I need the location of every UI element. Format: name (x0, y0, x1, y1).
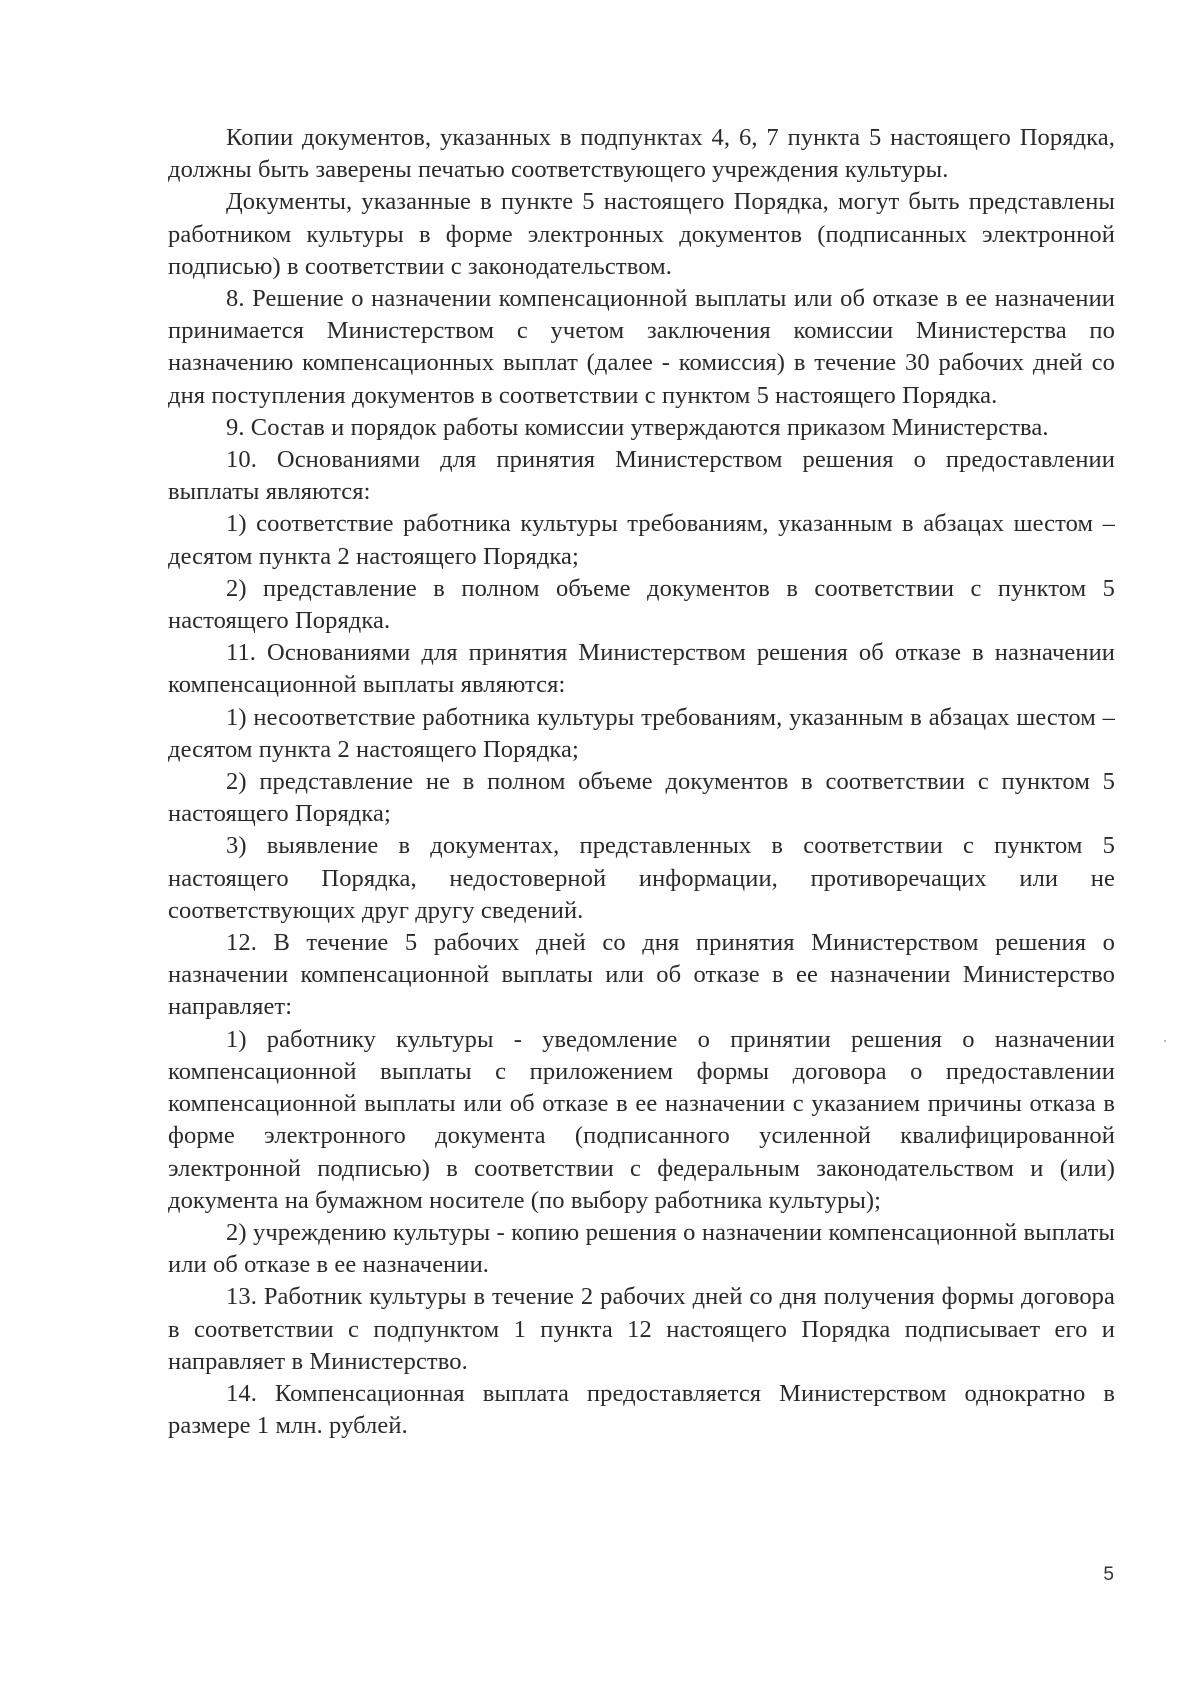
paragraph-item-10: 10. Основаниями для принятия Министерством решения о предоставлении выплаты являются: (168, 446, 1115, 506)
paragraph-item-13: 13. Работник культуры в течение 2 рабочих дней со дня получения формы договора в соответствии с подпунктом 1 пункта 12 настоящего Порядка подписывает его и направляет в Министерство. (168, 1283, 1115, 1375)
paragraph-item-12-sub-2: 2) учреждению культуры - копию решения о назначении компенсационной выплаты или об отказе в ее назначении. (168, 1218, 1115, 1279)
paragraph-item-11: 11. Основаниями для принятия Министерством решения об отказе в назначении компенсационной выплаты являются: (168, 639, 1115, 699)
paragraph-item-12-sub-1: 1) работнику культуры - уведомление о принятии решения о назначении компенсационной выплаты с приложением формы договора о предоставлении компенсационной выплаты или об отказе в ее назначении с указанием причины отказа в форме электронного документа (подписанного усиленной квалифицированной электронной подписью) в соответствии с федеральным законодательством и (или) документа на бумажном носителе (по выбору работника культуры); (168, 1025, 1115, 1214)
paragraph-item-12: 12. В течение 5 рабочих дней со дня принятия Министерством решения о назначении компенсационной выплаты или об отказе в ее назначении Министерство направляет: (168, 929, 1115, 1021)
paragraph-item-10-sub-1: 1) соответствие работника культуры требованиям, указанным в абзацах шестом – десятом пункта 2 настоящего Порядка; (168, 510, 1115, 570)
paragraph-item-11-sub-3: 3) выявление в документах, представленных в соответствии с пунктом 5 настоящего Порядка, недостоверной информации, противоречащих или не соответствующих друг другу сведений. (168, 832, 1115, 924)
document-body (168, 122, 1115, 1442)
paragraph-item-10-sub-2: 2) представление в полном объеме документов в соответствии с пунктом 5 настоящего Порядка. (168, 574, 1115, 635)
scan-artifact (1164, 1040, 1166, 1042)
paragraph-document-copies: Копии документов, указанных в подпунктах 4, 6, 7 пункта 5 настоящего Порядка, должны быть заверены печатью соответствующего учреждения культуры. (168, 124, 1115, 184)
paragraph-item-11-sub-1: 1) несоответствие работника культуры требованиям, указанным в абзацах шестом – десятом пункта 2 настоящего Порядка; (168, 703, 1115, 763)
paragraph-item-11-sub-2: 2) представление не в полном объеме документов в соответствии с пунктом 5 настоящего Порядка; (168, 768, 1115, 828)
paragraph-item-14: 14. Компенсационная выплата предоставляется Министерством однократно в размере 1 млн. рублей. (168, 1379, 1115, 1440)
paragraph-item-9: 9. Состав и порядок работы комиссии утверждаются приказом Министерства. (226, 413, 1049, 441)
page-number: 5 (1103, 1564, 1114, 1585)
paragraph-electronic-documents: Документы, указанные в пункте 5 настоящего Порядка, могут быть представлены работником культуры в форме электронных документов (подписанных электронной подписью) в соответствии с законодательством. (168, 188, 1115, 280)
paragraph-item-8: 8. Решение о назначении компенсационной выплаты или об отказе в ее назначении принимается Министерством с учетом заключения комиссии Министерства по назначению компенсационных выплат (далее - комиссия) в течение 30 рабочих дней со дня поступления документов в соответствии с пунктом 5 настоящего Порядка. (168, 285, 1115, 409)
